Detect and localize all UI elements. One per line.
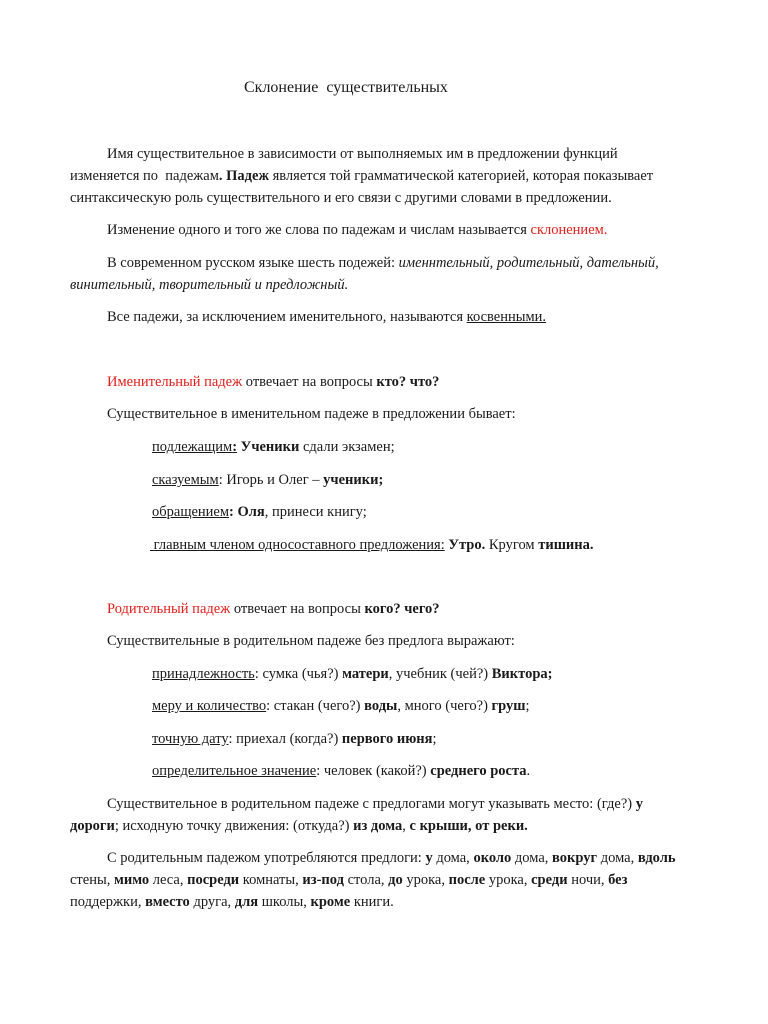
text-run: стены, xyxy=(70,872,114,888)
preposition-word: кроме xyxy=(310,894,351,910)
cases-list-part-2: винительный, творительный и предложный. xyxy=(70,277,349,293)
preposition-word: без xyxy=(608,872,628,888)
preposition-word: для xyxy=(234,894,259,910)
genitive-meaning-attributive: определительное значение: человек (какой?) среднего роста. xyxy=(152,763,531,779)
intro-line-3: синтаксическую роль существительного и его связи с другими словами в предложении. xyxy=(70,190,612,206)
preposition-word: после xyxy=(448,872,486,888)
preposition-word: у xyxy=(425,850,433,866)
text-run: дома, xyxy=(432,850,474,866)
prepositions-line-1 xyxy=(107,849,676,867)
intro-line-1: Имя существительное в зависимости от выполняемых им в предложении функций xyxy=(107,146,618,162)
oblique-term: косвенными. xyxy=(466,309,547,325)
text-run: урока, xyxy=(485,872,532,888)
genitive-prepositions-line-2: дороги; исходную точку движения: (откуда?) из дома, с крыши, от реки. xyxy=(70,818,528,834)
text-run: книги. xyxy=(350,894,394,910)
preposition-word: вдоль xyxy=(637,850,676,866)
text-run: ночи, xyxy=(567,872,609,888)
genitive-intro: Существительные в родительном падеже без предлога выражают: xyxy=(107,633,515,649)
preposition-word: вокруг xyxy=(552,850,598,866)
nominative-role-main-member: главным членом односоставного предложения: Утро. Кругом тишина. xyxy=(150,537,594,553)
text-run: поддержки, xyxy=(70,894,146,910)
prepositions-line-3 xyxy=(70,893,394,911)
text-run: дома, xyxy=(511,850,553,866)
preposition-word: до xyxy=(388,872,403,888)
genitive-meaning-measure: меру и количество: стакан (чего?) воды, много (чего?) груш; xyxy=(152,698,530,714)
genitive-meaning-date: точную дату: приехал (когда?) первого июня; xyxy=(152,731,437,747)
preposition-word: мимо xyxy=(113,872,150,888)
preposition-word: среди xyxy=(531,872,568,888)
preposition-word: около xyxy=(473,850,512,866)
declension-definition: Изменение одного и того же слова по падежам и числам называется склонением. xyxy=(107,222,608,238)
preposition-word: из-под xyxy=(302,872,344,888)
text-run: комнаты, xyxy=(239,872,303,888)
genitive-prepositions-line-1: Существительное в родительном падеже с предлогами могут указывать место: (где?) у xyxy=(107,796,643,812)
text-run: дома, xyxy=(597,850,638,866)
padezh-term: . Падеж xyxy=(218,168,269,184)
nominative-heading: Именительный падеж отвечает на вопросы кто? что? xyxy=(107,374,440,390)
declension-term: склонением. xyxy=(530,222,608,238)
prepositions-line-2 xyxy=(70,871,627,889)
text-run: С родительным падежом употребляются предлоги: xyxy=(107,850,426,866)
cases-list-part-1: именнтельный, родительный, дательный, xyxy=(398,255,659,271)
genitive-heading: Родительный падеж отвечает на вопросы кого? чего? xyxy=(107,601,440,617)
preposition-word: вместо xyxy=(145,894,190,910)
document-title: Склонение существительных xyxy=(244,79,448,96)
nominative-role-address: обращением: Оля, принеси книгу; xyxy=(152,504,367,520)
text-run: друга, xyxy=(189,894,235,910)
genitive-meaning-possession: принадлежность: сумка (чья?) матери, учебник (чей?) Виктора; xyxy=(152,666,553,682)
nominative-intro: Существительное в именительном падеже в предложении бывает: xyxy=(107,406,516,422)
intro-line-2: изменяется по падежам. Падеж является той грамматической категорией, которая показывает xyxy=(70,168,654,184)
text-run: леса, xyxy=(149,872,188,888)
preposition-word: посреди xyxy=(187,872,240,888)
nominative-role-predicate: сказуемым: Игорь и Олег – ученики; xyxy=(152,472,384,488)
text-run: урока, xyxy=(402,872,449,888)
text-run: стола, xyxy=(343,872,389,888)
nominative-role-subject: подлежащим: Ученики сдали экзамен; xyxy=(152,439,395,455)
text-run: школы, xyxy=(258,894,311,910)
oblique-cases-line: Все падежи, за исключением именительного, называются косвенными. xyxy=(107,309,547,325)
cases-intro-line-1: В современном русском языке шесть подежей: именнтельный, родительный, дательный, xyxy=(107,255,659,271)
